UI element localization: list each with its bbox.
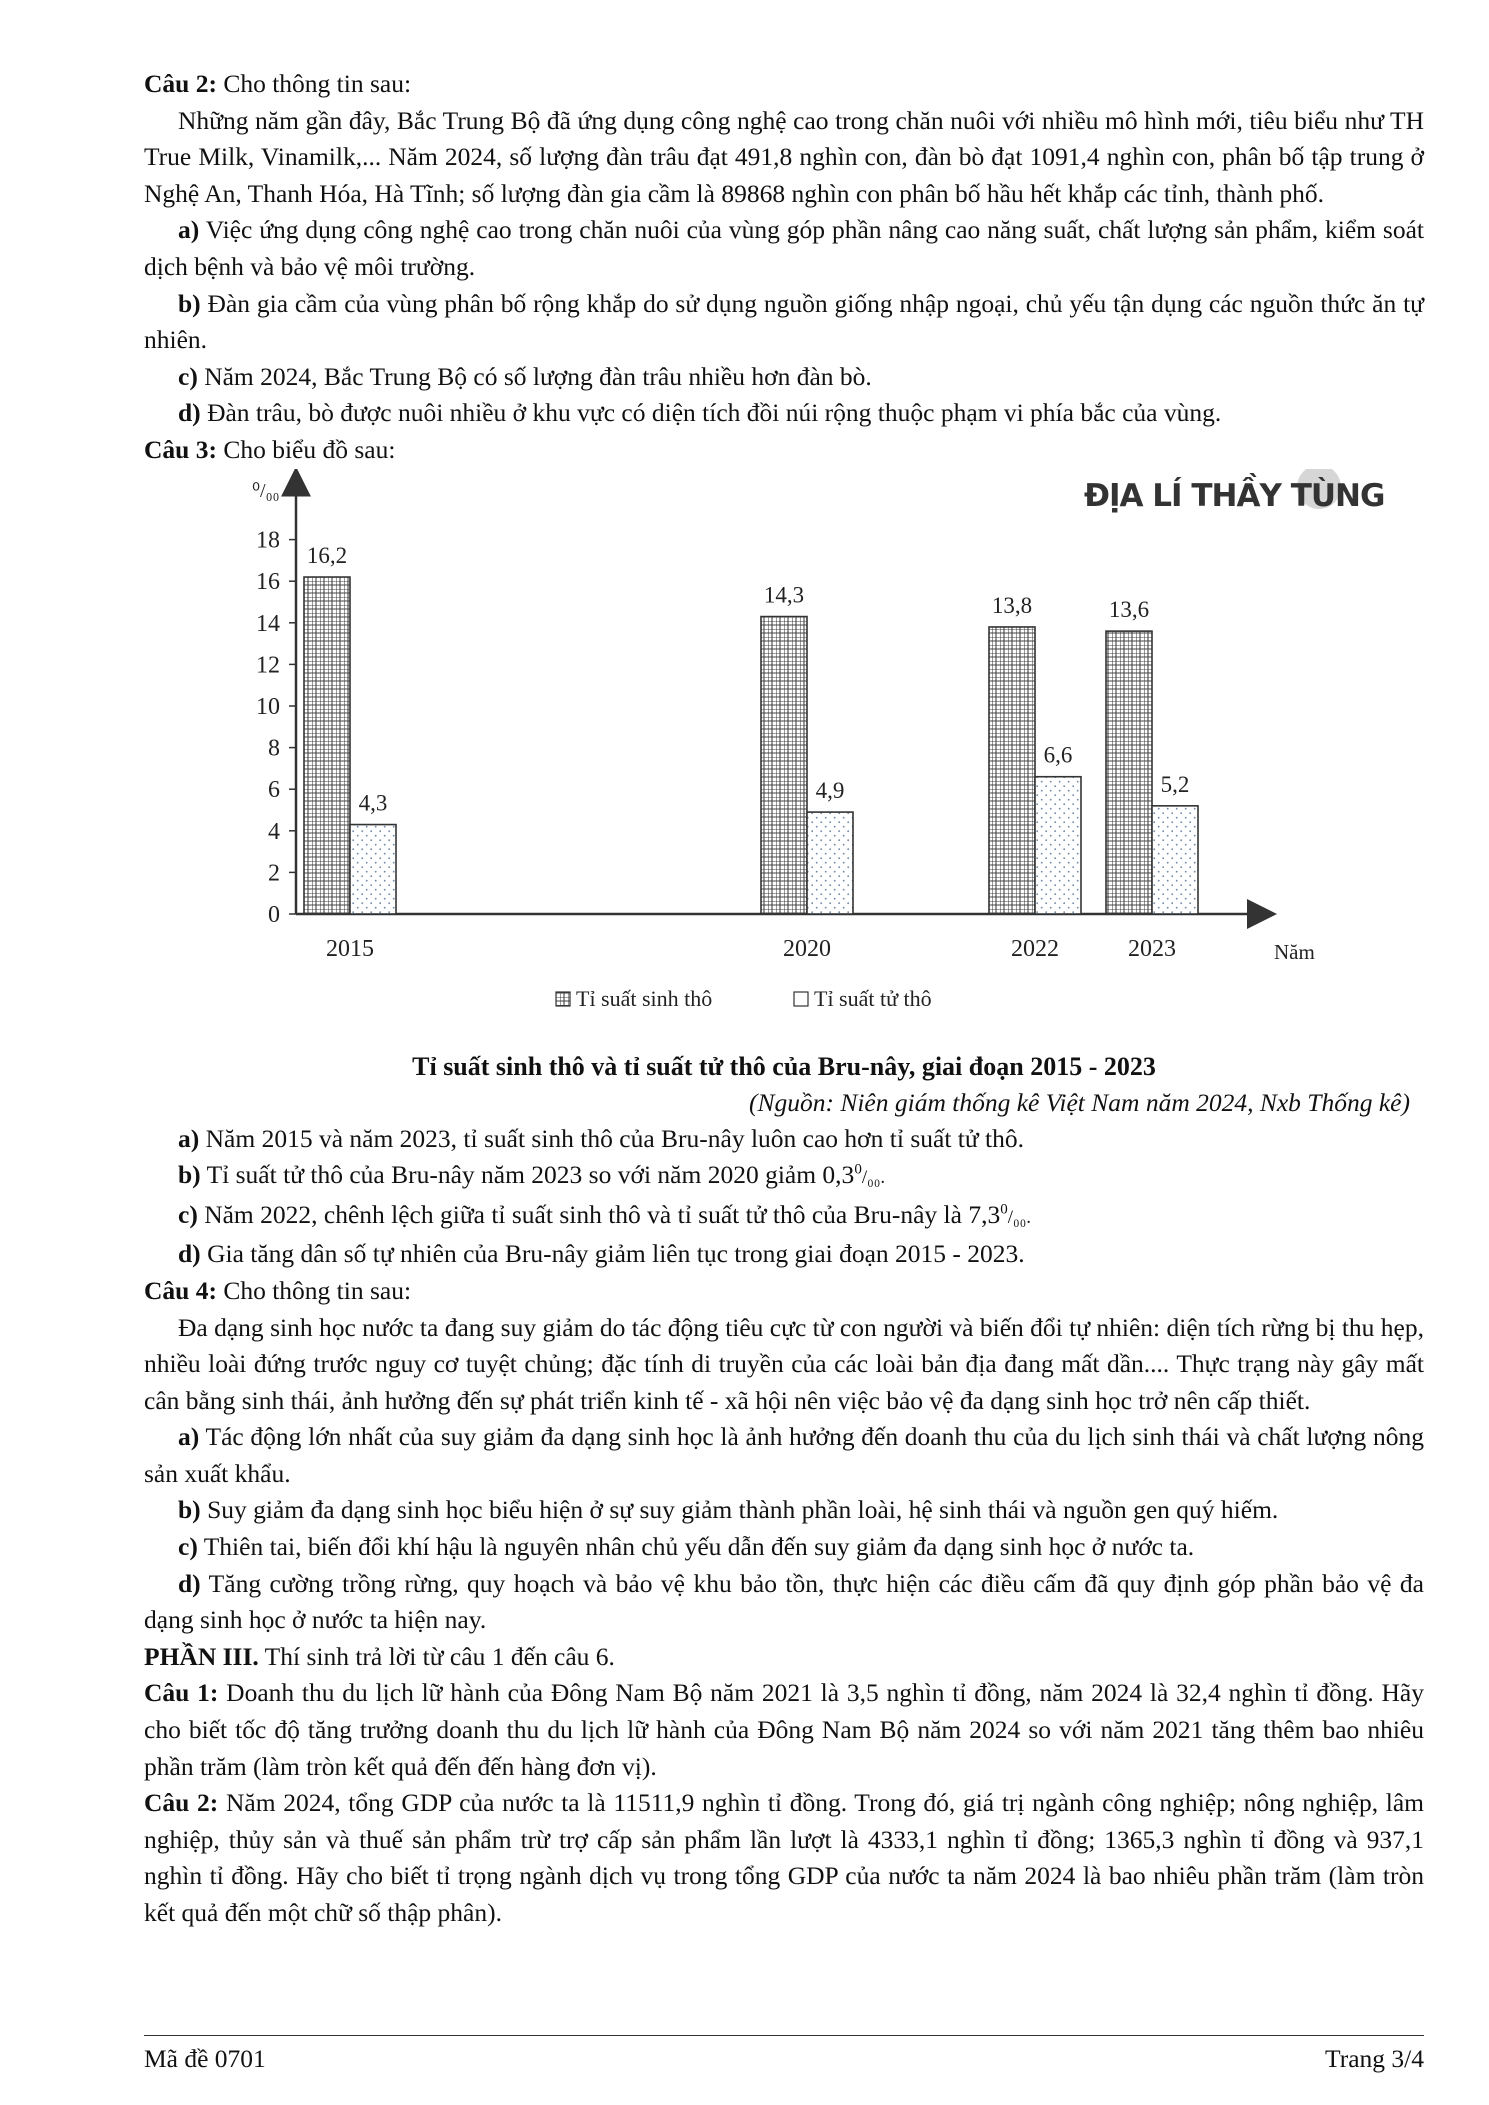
legend-swatch-death-rate	[794, 992, 808, 1006]
legend-swatch-birth-rate	[556, 992, 570, 1006]
chart-svg	[144, 469, 1424, 1049]
question-3-option-a: a) Năm 2015 và năm 2023, tỉ suất sinh thô của Bru-nây luôn cao hơn tỉ suất tử thô.	[178, 1123, 1025, 1153]
birth-rate-data-label: 13,6	[1108, 596, 1150, 622]
birth-rate-data-label: 13,8	[991, 592, 1033, 618]
birth-death-rate-chart	[144, 469, 1424, 1049]
birth-rate-data-label: 16,2	[306, 542, 348, 568]
birth-rate-bar	[1106, 631, 1152, 914]
x-tick-label: 2023	[1128, 935, 1176, 962]
y-tick-label: 2	[268, 859, 280, 886]
birth-rate-bar	[989, 626, 1035, 913]
y-tick-label: 6	[268, 776, 280, 803]
legend-label-death-rate: Tỉ suất tử thô	[814, 985, 932, 1011]
death-rate-bar	[350, 824, 396, 913]
legend-label-birth-rate: Tỉ suất sinh thô	[576, 985, 713, 1011]
question-4-option-a: a) Tác động lớn nhất của suy giảm đa dạng sinh học là ảnh hưởng đến doanh thu của du lịch sinh thái và chất lượng nông sản xuất khẩu.	[144, 1422, 1424, 1488]
question-2-passage: Những năm gần đây, Bắc Trung Bộ đã ứng dụng công nghệ cao trong chăn nuôi với nhiều mô hình mới, tiêu biểu như TH True Milk, Vinamilk,... Năm 2024, số lượng đàn trâu đạt 491,8 nghìn con, đàn bò đạt 1091,4 nghìn con, phân bố tập trung ở Nghệ An, Thanh Hóa, Hà Tĩnh; số lượng đàn gia cầm là 89868 nghìn con phân bố hầu hết khắp các tỉnh, thành phố.	[144, 105, 1424, 208]
question-2-option-c: c) Năm 2024, Bắc Trung Bộ có số lượng đàn trâu nhiều hơn đàn bò.	[178, 361, 872, 391]
death-rate-data-label: 4,9	[815, 777, 845, 803]
y-tick-label: 8	[268, 735, 280, 762]
y-tick-label: 4	[268, 818, 280, 845]
question-3-option-c: c) Năm 2022, chênh lệch giữa tỉ suất sinh thô và tỉ suất tử thô của Bru-nây là $7,3^0/_{00}$.	[178, 1199, 1031, 1229]
exam-code: Mã đề 0701	[144, 2044, 266, 2073]
death-rate-bar	[807, 812, 853, 914]
question-2-option-d: d) Đàn trâu, bò được nuôi nhiều ở khu vực có diện tích đồi núi rộng thuộc phạm vi phía bắc của vùng.	[178, 398, 1222, 428]
question-2-option-b: b) Đàn gia cầm của vùng phân bố rộng khắp do sử dụng nguồn giống nhập ngoại, chủ yếu tận dụng các nguồn thức ăn tự nhiên.	[144, 288, 1424, 355]
question-4-option-d: d) Tăng cường trồng rừng, quy hoạch và bảo vệ khu bảo tồn, thực hiện các điều cấm đã quy định góp phần bảo vệ đa dạng sinh học ở nước ta hiện nay.	[144, 1568, 1424, 1635]
death-rate-bar	[1152, 805, 1198, 913]
y-tick-label: 18	[256, 527, 280, 554]
y-tick-label: 14	[256, 610, 280, 637]
question-2-heading: Câu 2: Cho thông tin sau:	[144, 69, 412, 98]
y-tick-label: 12	[256, 651, 280, 678]
death-rate-data-label: 6,6	[1043, 742, 1073, 768]
exam-page	[144, 66, 1424, 1932]
x-tick-label: 2020	[783, 935, 831, 962]
death-rate-data-label: 4,3	[358, 790, 388, 816]
part-3-question-1: Câu 1: Doanh thu du lịch lữ hành của Đông Nam Bộ năm 2021 là 3,5 nghìn tỉ đồng, năm 2024 là 32,4 nghìn tỉ đồng. Hãy cho biết tốc độ tăng trưởng doanh thu du lịch lữ hành của Đông Nam Bộ năm 2024 so với năm 2021 tăng thêm bao nhiêu phần trăm (làm tròn kết quả đến đến hàng đơn vị).	[144, 1678, 1424, 1781]
y-axis-unit: ⁰/₀₀	[252, 479, 280, 502]
birth-rate-data-label: 14,3	[763, 582, 805, 608]
question-4-option-b: b) Suy giảm đa dạng sinh học biểu hiện ở sự suy giảm thành phần loài, hệ sinh thái và nguồn gen quý hiếm.	[178, 1495, 1279, 1525]
x-tick-label: 2022	[1011, 935, 1059, 962]
death-rate-bar	[1035, 776, 1081, 913]
chart-source: (Nguồn: Niên giám thống kê Việt Nam năm 2024, Nxb Thống kê)	[748, 1087, 1410, 1117]
question-3-heading: Câu 3: Cho biểu đồ sau:	[144, 434, 396, 464]
watermark-logo: ĐỊA LÍ THẦY TÙNG	[1084, 477, 1385, 514]
part-3-question-2: Câu 2: Năm 2024, tổng GDP của nước ta là 11511,9 nghìn tỉ đồng. Trong đó, giá trị ngành công nghiệp; nông nghiệp, lâm nghiệp, thủy sản và thuế sản phẩm trừ trợ cấp sản phẩm lần lượt là 4333,1 nghìn tỉ đồng; 1365,3 nghìn tỉ đồng và 937,1 nghìn tỉ đồng. Hãy cho biết tỉ trọng ngành dịch vụ trong tổng GDP của nước ta năm 2024 là bao nhiêu phần trăm (làm tròn kết quả đến một chữ số thập phân).	[144, 1788, 1424, 1927]
x-tick-label: 2015	[326, 935, 374, 962]
birth-rate-bar	[304, 577, 350, 914]
y-tick-label: 0	[268, 901, 280, 928]
chart-caption: Tỉ suất sinh thô và tỉ suất tử thô của Bru-nây, giai đoạn 2015 - 2023	[412, 1051, 1156, 1081]
birth-rate-bar	[761, 616, 807, 913]
page-footer	[144, 2035, 1424, 2076]
page-number: Trang 3/4	[1325, 2044, 1424, 2073]
death-rate-data-label: 5,2	[1160, 771, 1190, 797]
part-3-heading: PHẦN III. Thí sinh trả lời từ câu 1 đến câu 6.	[144, 1641, 615, 1671]
y-tick-label: 16	[256, 568, 280, 595]
question-3-option-b: b) Tỉ suất tử thô của Bru-nây năm 2023 so với năm 2020 giảm $0,3^0/_{00}$.	[178, 1160, 886, 1190]
y-tick-label: 10	[256, 693, 280, 720]
question-2-option-a: a) Việc ứng dụng công nghệ cao trong chăn nuôi của vùng góp phần nâng cao năng suất, chất lượng sản phẩm, kiểm soát dịch bệnh và bảo vệ môi trường.	[144, 215, 1424, 281]
question-4-option-c: c) Thiên tai, biến đổi khí hậu là nguyên nhân chủ yếu dẫn đến suy giảm đa dạng sinh học ở nước ta.	[178, 1532, 1195, 1562]
question-4-heading: Câu 4: Cho thông tin sau:	[144, 1275, 412, 1305]
x-axis-label: Năm	[1274, 939, 1315, 964]
question-3-option-d: d) Gia tăng dân số tự nhiên của Bru-nây giảm liên tục trong giai đoạn 2015 - 2023.	[178, 1239, 1025, 1269]
question-4-passage: Đa dạng sinh học nước ta đang suy giảm do tác động tiêu cực từ con người và biến đổi tự nhiên: diện tích rừng bị thu hẹp, nhiều loài đứng trước nguy cơ tuyệt chủng; đặc tính di truyền của các loài bản địa đang mất dần.... Thực trạng này gây mất cân bằng sinh thái, ảnh hưởng đến sự phát triển kinh tế - xã hội nên việc bảo vệ đa dạng sinh học trở nên cấp thiết.	[144, 1312, 1424, 1415]
